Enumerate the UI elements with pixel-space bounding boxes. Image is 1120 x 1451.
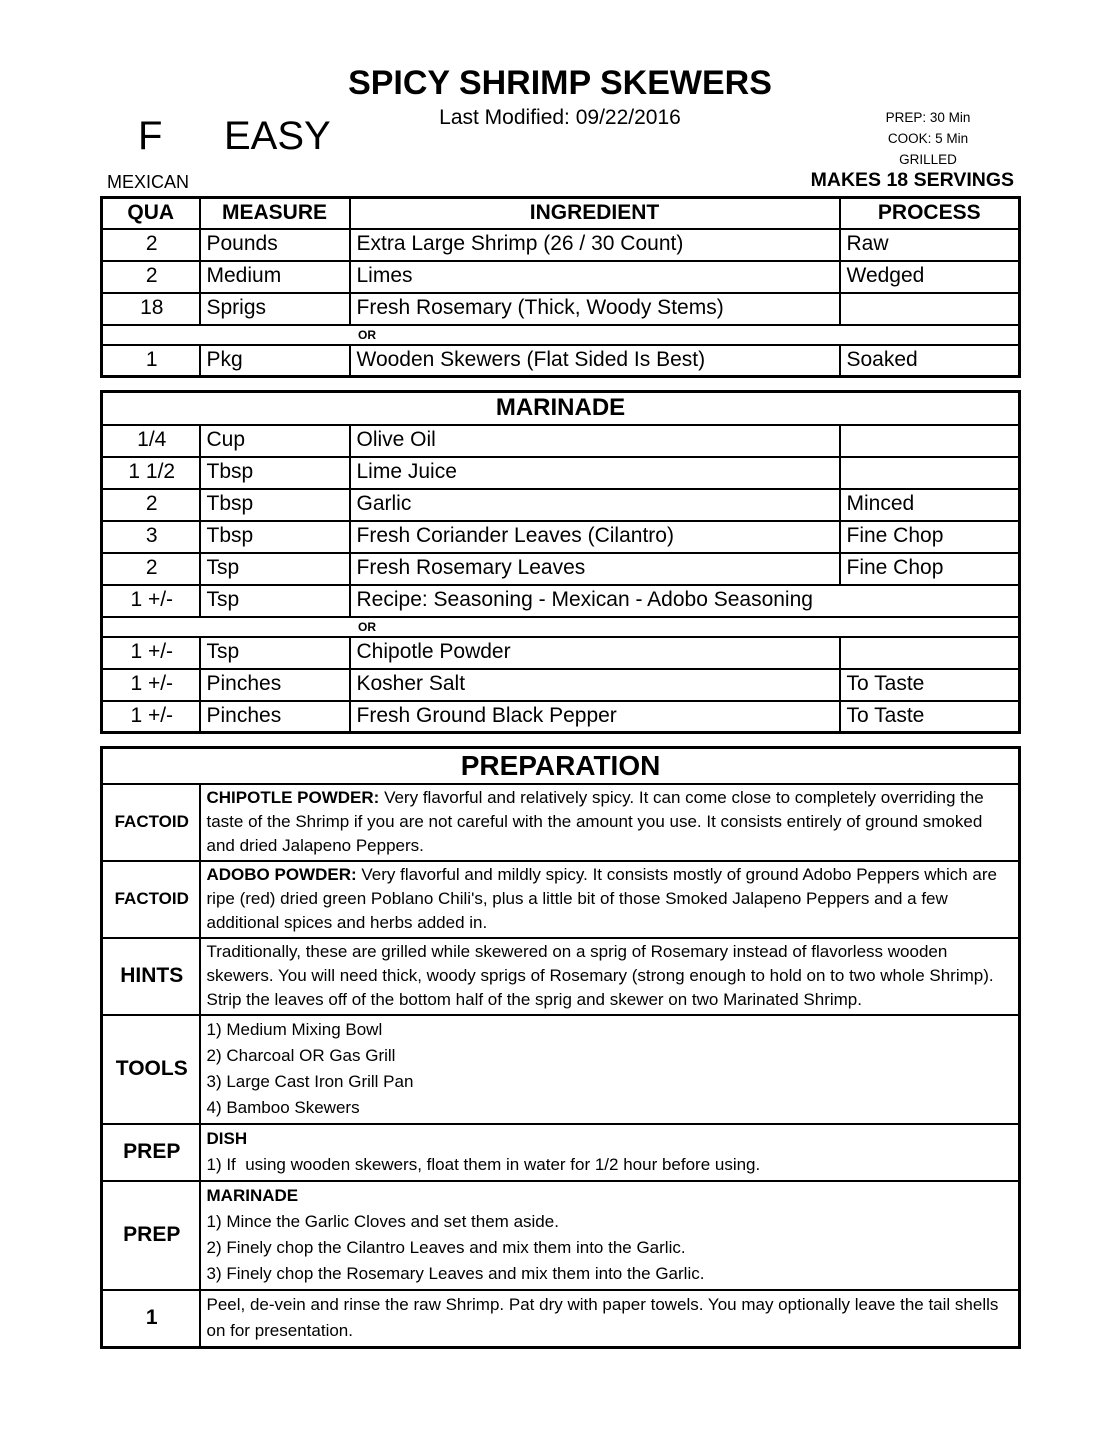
servings-label: MAKES 18 SERVINGS — [810, 169, 1014, 191]
process-cell: To Taste — [840, 669, 1020, 701]
ingredient-cell: Extra Large Shrimp (26 / 30 Count) — [350, 229, 840, 261]
ingredients-header-row — [102, 198, 1020, 229]
process-cell: Fine Chop — [840, 553, 1020, 585]
hints-paragraph: Traditionally, these are grilled while skewered on a sprig of Rosemary instead of flavorless wooden skewers. You will need thick, woody sprigs of Rosemary (strong enough to hold on to two whole Shrimp). Strip the leaves off of the bottom half of the sprig and skewer on two Marinated Shrimp. — [206, 942, 994, 1009]
table-row — [102, 521, 1020, 553]
table-row — [102, 669, 1020, 701]
row-label: FACTOID — [102, 784, 200, 861]
row-label: PREP — [102, 1181, 200, 1290]
ingredient-cell: Fresh Coriander Leaves (Cilantro) — [350, 521, 840, 553]
or-divider-row — [102, 325, 1020, 345]
row-text — [200, 1181, 1020, 1290]
table-row — [102, 489, 1020, 521]
qua-cell: 2 — [102, 553, 200, 585]
measure-cell: Pkg — [200, 345, 350, 377]
factoid-paragraph — [207, 786, 1015, 858]
table-row — [102, 861, 1020, 938]
row-label: 1 — [102, 1290, 200, 1348]
column-header-qua: QUA — [102, 198, 200, 229]
factoid-lead: ADOBO POWDER: — [206, 865, 357, 884]
row-label: TOOLS — [102, 1015, 200, 1124]
cuisine-label: MEXICAN — [107, 172, 190, 192]
measure-cell: Pinches — [200, 669, 350, 701]
prep-step-line: 1) If using wooden skewers, float them in water for 1/2 hour before using. — [206, 1155, 761, 1174]
qua-cell: 1 +/- — [102, 585, 200, 617]
table-row — [102, 553, 1020, 585]
measure-cell: Pounds — [200, 229, 350, 261]
factoid-paragraph — [207, 863, 1015, 935]
process-cell: Minced — [840, 489, 1020, 521]
ingredient-cell: Lime Juice — [350, 457, 840, 489]
marinade-title-row — [102, 392, 1020, 425]
process-cell — [840, 457, 1020, 489]
table-row — [102, 345, 1020, 377]
marinade-table — [100, 390, 1021, 734]
process-cell — [840, 293, 1020, 325]
qua-cell: 18 — [102, 293, 200, 325]
qua-cell: 1 1/2 — [102, 457, 200, 489]
table-row — [102, 585, 1020, 617]
measure-cell: Tbsp — [200, 457, 350, 489]
cook-method: GRILLED — [899, 152, 957, 167]
table-row — [102, 425, 1020, 457]
row-label: HINTS — [102, 938, 200, 1015]
row-text — [200, 1124, 1020, 1181]
process-cell — [840, 637, 1020, 669]
measure-cell: Tsp — [200, 553, 350, 585]
times-block — [868, 107, 988, 170]
tool-line: 1) Medium Mixing Bowl — [206, 1020, 383, 1039]
process-cell: Soaked — [840, 345, 1020, 377]
qua-cell: 1 +/- — [102, 637, 200, 669]
last-modified: Last Modified: 09/22/2016 — [439, 106, 681, 129]
qua-cell: 2 — [102, 229, 200, 261]
table-row — [102, 457, 1020, 489]
page-title: SPICY SHRIMP SKEWERS — [348, 64, 772, 102]
or-label: OR — [102, 617, 1020, 637]
ingredient-cell: Recipe: Seasoning - Mexican - Adobo Seasoning — [350, 585, 1020, 617]
tool-line: 4) Bamboo Skewers — [206, 1098, 360, 1117]
table-row — [102, 229, 1020, 261]
measure-cell: Tsp — [200, 585, 350, 617]
qua-cell: 2 — [102, 489, 200, 521]
ingredient-cell: Garlic — [350, 489, 840, 521]
preparation-title-row — [102, 748, 1020, 785]
qua-cell: 3 — [102, 521, 200, 553]
ingredient-cell: Fresh Rosemary (Thick, Woody Stems) — [350, 293, 840, 325]
prep-step-line: 1) Mince the Garlic Cloves and set them aside. — [206, 1212, 559, 1231]
prep-step-line: 2) Finely chop the Cilantro Leaves and mix them into the Garlic. — [206, 1238, 686, 1257]
cook-time: COOK: 5 Min — [887, 131, 969, 146]
column-header-measure: MEASURE — [200, 198, 350, 229]
table-row — [102, 293, 1020, 325]
ingredient-cell: Fresh Ground Black Pepper — [350, 701, 840, 733]
section-title: MARINADE — [102, 392, 1020, 425]
measure-cell: Pinches — [200, 701, 350, 733]
prep-heading: DISH — [206, 1129, 248, 1148]
ingredient-cell: Olive Oil — [350, 425, 840, 457]
row-text — [200, 938, 1020, 1015]
preparation-table — [100, 746, 1021, 1349]
row-text — [200, 784, 1020, 861]
qua-cell: 2 — [102, 261, 200, 293]
tool-line: 2) Charcoal OR Gas Grill — [206, 1046, 396, 1065]
row-text — [200, 861, 1020, 938]
ingredient-cell: Limes — [350, 261, 840, 293]
table-row — [102, 1181, 1020, 1290]
qua-cell: 1 +/- — [102, 669, 200, 701]
table-row — [102, 701, 1020, 733]
qua-cell: 1/4 — [102, 425, 200, 457]
table-row — [102, 1124, 1020, 1181]
ingredient-cell: Kosher Salt — [350, 669, 840, 701]
qua-cell: 1 — [102, 345, 200, 377]
process-cell: Fine Chop — [840, 521, 1020, 553]
or-label: OR — [102, 325, 1020, 345]
measure-cell: Cup — [200, 425, 350, 457]
table-row — [102, 1290, 1020, 1348]
table-row — [102, 637, 1020, 669]
row-label: FACTOID — [102, 861, 200, 938]
column-header-ingredient: INGREDIENT — [350, 198, 840, 229]
ingredient-cell: Fresh Rosemary Leaves — [350, 553, 840, 585]
qua-cell: 1 +/- — [102, 701, 200, 733]
table-row — [102, 784, 1020, 861]
ingredient-cell: Wooden Skewers (Flat Sided Is Best) — [350, 345, 840, 377]
table-row — [102, 1015, 1020, 1124]
process-cell: To Taste — [840, 701, 1020, 733]
process-cell — [840, 425, 1020, 457]
measure-cell: Sprigs — [200, 293, 350, 325]
prep-step-line: 3) Finely chop the Rosemary Leaves and mix them into the Garlic. — [206, 1264, 705, 1283]
row-label: PREP — [102, 1124, 200, 1181]
measure-cell: Tbsp — [200, 521, 350, 553]
factoid-text: Very flavorful and mildly spicy. It consists mostly of ground Adobo Peppers which are ripe (red) dried green Poblano Chili's, plus a little bit of those Smoked Jalapeno Peppers and a few additional spices and herbs added in. — [206, 865, 998, 932]
column-header-process: PROCESS — [840, 198, 1020, 229]
tool-line: 3) Large Cast Iron Grill Pan — [206, 1072, 414, 1091]
process-cell: Raw — [840, 229, 1020, 261]
process-cell: Wedged — [840, 261, 1020, 293]
or-divider-row — [102, 617, 1020, 637]
measure-cell: Tsp — [200, 637, 350, 669]
table-row — [102, 261, 1020, 293]
difficulty-label: EASY — [224, 114, 331, 158]
ingredient-cell: Chipotle Powder — [350, 637, 840, 669]
table-row — [102, 938, 1020, 1015]
section-title: PREPARATION — [102, 748, 1020, 785]
flag-letter: F — [138, 114, 163, 158]
factoid-lead: CHIPOTLE POWDER: — [206, 788, 380, 807]
row-text — [200, 1290, 1020, 1348]
prep-time: PREP: 30 Min — [885, 110, 971, 125]
factoid-text: Very flavorful and relatively spicy. It can come close to completely overriding the taste of the Shrimp if you are not careful with the amount you use. It consists entirely of ground smoked and dried Jalapeno Peppers. — [206, 788, 984, 855]
measure-cell: Tbsp — [200, 489, 350, 521]
ingredients-table — [100, 196, 1021, 378]
step-text: Peel, de-vein and rinse the raw Shrimp. Pat dry with paper towels. You may optionally leave the tail shells on for presentation. — [206, 1295, 1004, 1340]
measure-cell: Medium — [200, 261, 350, 293]
prep-heading: MARINADE — [206, 1186, 299, 1205]
row-text — [200, 1015, 1020, 1124]
